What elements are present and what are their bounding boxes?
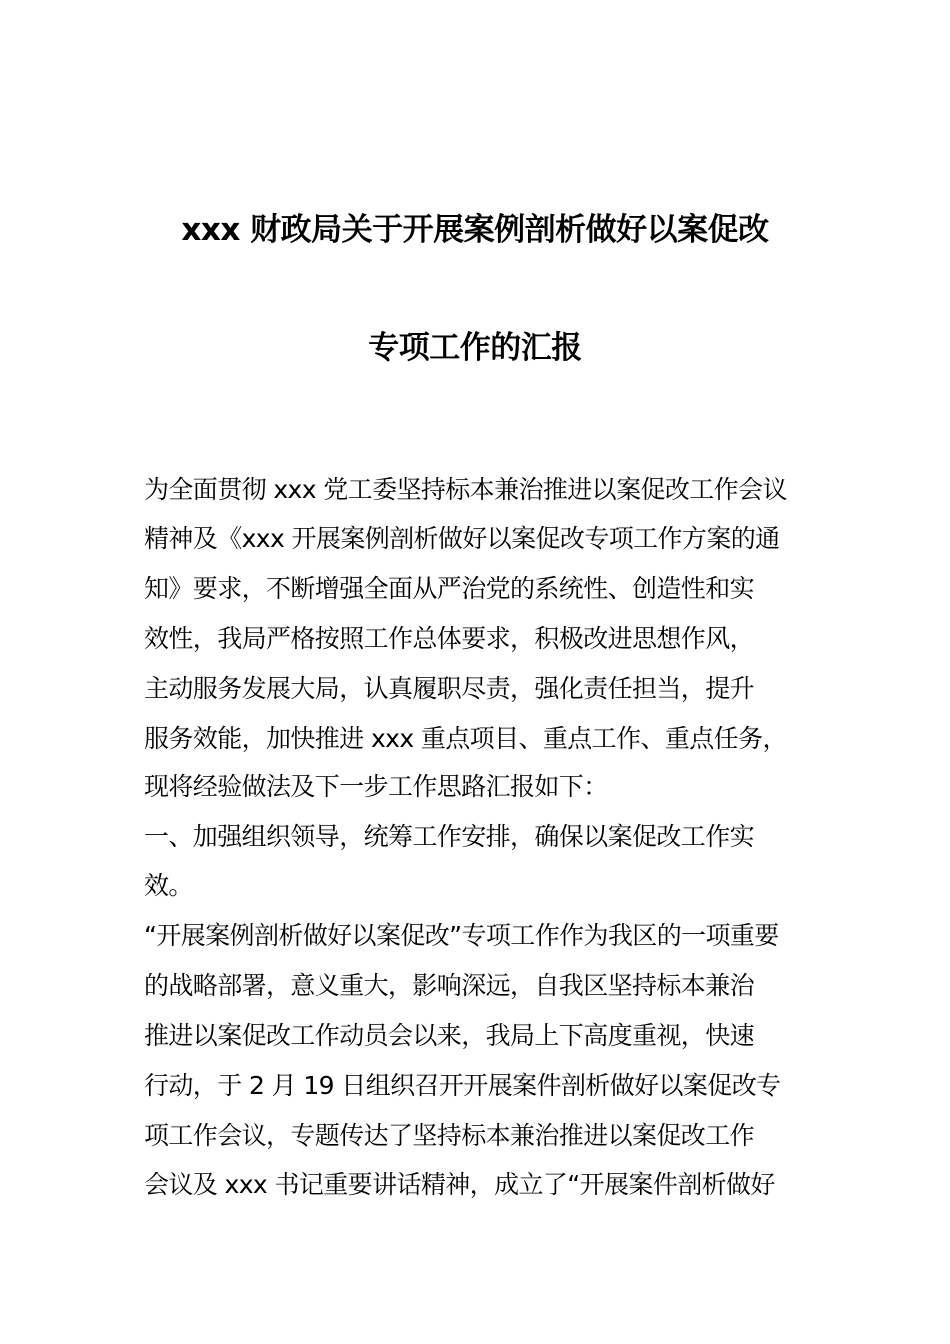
section-heading-line: 一、加强组织领导，统筹工作安排，确保以案促改工作实 [144,822,755,851]
document-title-line-2: 专项工作的汇报 [368,330,582,366]
body-text-line: 服务效能，加快推进 xxx 重点项目、重点工作、重点任务， [144,724,787,753]
body-text-line: 精神及《xxx 开展案例剖析做好以案促改专项工作方案的通 [144,524,780,553]
body-text-line: 效性，我局严格按照工作总体要求，积极改进思想作风， [144,624,755,653]
body-text-line: 现将经验做法及下一步工作思路汇报如下： [144,772,608,801]
body-text-line: 的战略部署，意义重大，影响深远，自我区坚持标本兼治 [144,971,755,1000]
body-text-line: “开展案例剖析做好以案促改”专项工作作为我区的一项重要 [144,921,779,950]
body-text-line: 行动，于 2 月 19 日组织召开开展案件剖析做好以案促改专 [144,1071,781,1100]
document-title-line-1: xxx 财政局关于开展案例剖析做好以案促改 [181,212,769,248]
body-text-line: 为全面贯彻 xxx 党工委坚持标本兼治推进以案促改工作会议 [144,475,787,504]
body-text-line: 项工作会议，专题传达了坚持标本兼治推进以案促改工作 [144,1121,755,1150]
body-text-line: 推进以案促改工作动员会以来，我局上下高度重视，快速 [144,1021,755,1050]
body-text-line: 主动服务发展大局，认真履职尽责，强化责任担当，提升 [144,674,755,703]
body-text-line: 会议及 xxx 书记重要讲话精神，成立了“开展案件剖析做好 [144,1170,775,1199]
body-text-line: 知》要求，不断增强全面从严治党的系统性、创造性和实 [144,574,755,603]
section-heading-line: 效。 [144,871,193,900]
